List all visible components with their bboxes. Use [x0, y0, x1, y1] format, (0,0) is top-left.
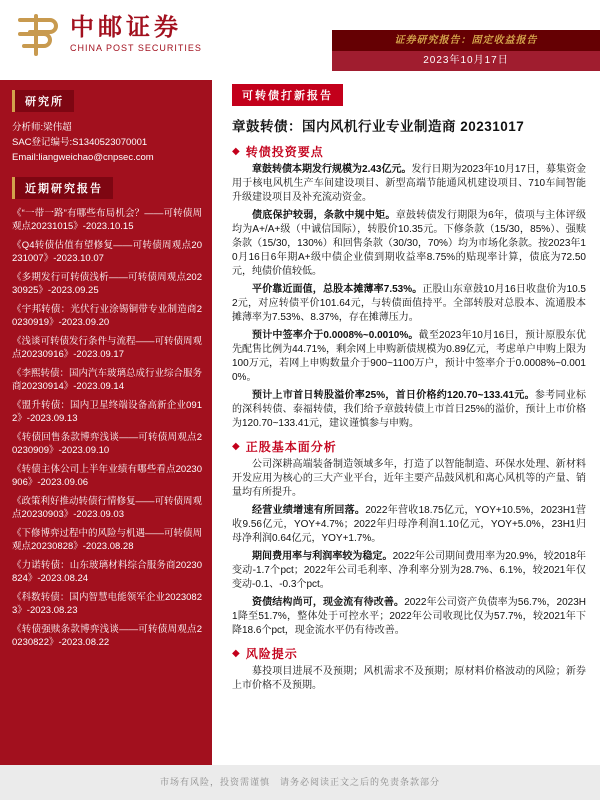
section-title: 风险提示	[245, 647, 298, 661]
report-list-item: 《浅谈可转债发行条件与流程——可转债周观点20230916》-2023.09.17	[12, 336, 203, 360]
analyst-sac-number: SAC登记编号:S1340523070001	[12, 137, 148, 148]
report-list-item: 《转债强赎条款博弈浅谈——可转债周观点20230822》-2023.08.22	[12, 624, 202, 648]
main-content	[212, 82, 600, 765]
sidebar-institute-label: 研究所	[12, 90, 74, 112]
report-list-item: 《转债回售条款博弈浅谈——可转债周观点20230909》-2023.09.10	[12, 432, 202, 456]
analyst-email: Email:liangweichao@cnpsec.com	[12, 152, 154, 163]
section-paragraph: 预计上市首日转股溢价率25%，首日价格约120.70~133.41元。参考同业标的深科转债、泰福转债，我们给予章鼓转债上市首日25%的溢价，预计上市价格为120.70~133.41元，建议谨慎参与申购。	[232, 390, 587, 429]
diamond-bullet-icon: ◆	[232, 440, 240, 452]
report-list-item: 《宇邦转债：光伏行业涂锡铜带专业制造商20230919》-2023.09.20	[12, 304, 202, 328]
report-section	[232, 143, 586, 431]
diamond-bullet-icon: ◆	[232, 145, 240, 157]
section-paragraph: 募投项目进展不及预期；风机需求不及预期；原材料价格波动的风险；新券上市价格不及预期。	[232, 666, 586, 691]
report-title: 章鼓转债：国内风机行业专业制造商 20231017	[232, 119, 525, 134]
logo	[10, 8, 202, 60]
sidebar	[0, 80, 212, 765]
footer-disclaimer: 市场有风险，投资需谨慎 请务必阅读正文之后的免责条款部分	[0, 765, 600, 800]
analyst-name: 分析师:梁伟超	[12, 122, 72, 133]
sidebar-recent-reports-label: 近期研究报告	[12, 177, 113, 199]
report-list-item: 《盟升转债：国内卫星终端设备高新企业0912》-2023.09.13	[12, 400, 202, 424]
recent-reports-list	[12, 207, 202, 649]
section-paragraph: 公司深耕高端装备制造领域多年，打造了以智能制造、环保水处理、新材料开发应用为核心的三大产业平台，近年主要产品鼓风机和离心风机等的产量、销量均有所提升。	[232, 459, 586, 498]
header	[0, 0, 600, 78]
section-header	[232, 645, 586, 662]
report-list-item: 《李熙转债：国内汽车玻璃总成行业综合服务商20230914》-2023.09.14	[12, 368, 203, 392]
report-list-item: 《科数转债：国内智慧电能领军企业20230823》-2023.08.23	[12, 592, 202, 616]
section-paragraph: 章鼓转债本期发行规模为2.43亿元。发行日期为2023年10月17日，募集资金用于核电风机生产车间建设项目、新型高端节能通风机建设项目、710车间智能升级建设项目及补充流动资金。	[232, 164, 586, 203]
report-list-item: 《“一带一路”有哪些布局机会？——可转债周观点20231015》-2023.10.15	[12, 208, 202, 232]
section-paragraph: 期间费用率与利润率较为稳定。2022年公司期间费用率为20.9%，较2018年变动-1.7个pct；2022年公司毛利率、净利率分别为28.7%、6.1%，较2021年仅变动-0.1、-0.3个pct。	[232, 551, 586, 590]
report-list-item: 《Q4转债估值有望修复——可转债周观点20231007》-2023.10.07	[12, 240, 202, 264]
report-category-tag: 可转债打新报告	[232, 84, 343, 106]
report-date: 2023年10月17日	[332, 51, 600, 71]
report-section	[232, 645, 586, 693]
logo-cn: 中邮证券	[70, 14, 182, 41]
section-paragraph: 预计中签率介于0.0008%~0.0010%。截至2023年10月16日，预计原股东优先配售比例为44.71%，剩余网上申购新债规模为0.89亿元，考虑单户申购上限为100万元，若网上申购数量介于900~1100万户，预计中签率介于0.0008%~0.0010%。	[232, 330, 586, 383]
section-title: 正股基本面分析	[245, 440, 337, 454]
section-header	[232, 438, 586, 455]
report-sections	[232, 143, 586, 693]
report-list-item: 《多期发行可转债浅析——可转债周观点20230925》-2023.09.25	[12, 272, 202, 296]
report-list-item: 《力诺转债：山东玻璃材料综合服务商20230824》-2023.08.24	[12, 560, 202, 584]
logo-en: CHINA POST SECURITIES	[70, 43, 202, 53]
report-list-item: 《转债主体公司上半年业绩有哪些看点20230906》-2023.09.06	[12, 464, 202, 488]
report-list-item: 《政策利好推动转债行情修复——可转债周观点20230903》-2023.09.03	[12, 496, 203, 520]
section-paragraph: 经营业绩增速有所回落。2022年营收18.75亿元，YOY+10.5%，2023H1营收9.56亿元，YOY+4.7%；2022年归母净利润1.10亿元，YOY+5.0%，23H1归母净利润0.64亿元，YOY+1.7%。	[232, 505, 586, 544]
diamond-bullet-icon: ◆	[232, 647, 240, 659]
report-type-banner: 证券研究报告：固定收益报告	[332, 30, 600, 51]
logo-text	[70, 15, 202, 53]
section-title: 转债投资要点	[245, 145, 324, 159]
company-emblem-icon	[10, 8, 62, 60]
report-list-item: 《下修博弈过程中的风险与机遇——可转债周观点20230828》-2023.08.28	[12, 528, 203, 552]
section-header	[232, 143, 586, 160]
section-paragraph: 债底保护较弱，条款中规中矩。章鼓转债发行期限为6年，债项与主体评级均为A+/A+级（中诚信国际），转股价10.35元。下修条款（15/30，85%）、强赎条款（15/30，130%）和回售条款（30/30，70%）均为市场化条款。按2023年10月16日6年期A+级中债企业债到期收益率8.75%的贴现率计算，债底为72.50元，纯债价值较低。	[232, 210, 587, 277]
report-section	[232, 438, 586, 638]
section-paragraph: 平价靠近面值，总股本摊薄率7.53%。正股山东章鼓10月16日收盘价为10.52元，对应转债平价101.64元，与转债面值持平。全部转股对总股本、流通股本摊薄率为7.53%、8.37%，存在摊薄压力。	[232, 284, 586, 323]
analyst-info	[12, 120, 202, 165]
section-paragraph: 资债结构尚可，现金流有待改善。2022年公司资产负债率为56.7%，2023H1降至51.7%，整体处于可控水平；2022年公司收现比仅为57.7%，较2021年下降18.6个pct，现金流水平仍有待改善。	[232, 597, 586, 636]
